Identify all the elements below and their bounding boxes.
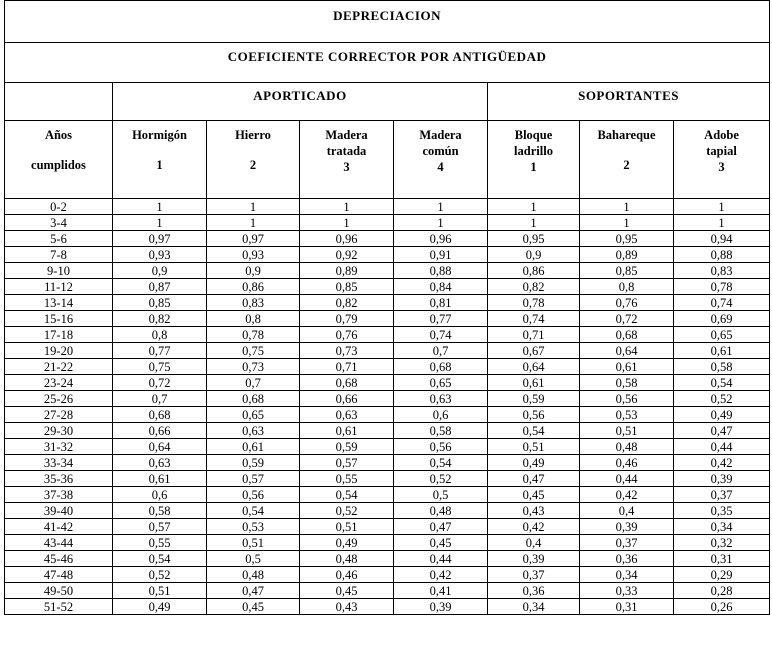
table-row <box>5 551 770 567</box>
cell-years: 7-8 <box>5 247 113 263</box>
cell-bahareque: 1 <box>580 199 674 215</box>
cell-hormigon: 0,52 <box>113 567 207 583</box>
cell-madera-tratada: 0,54 <box>300 487 394 503</box>
cell-madera-tratada: 0,73 <box>300 343 394 359</box>
cell-years: 25-26 <box>5 391 113 407</box>
cell-hierro: 0,47 <box>207 583 300 599</box>
cell-adobe-tapial: 0,42 <box>674 455 770 471</box>
col-madera-tratada-line1: Madera <box>325 128 368 142</box>
cell-madera-comun: 0,56 <box>394 439 488 455</box>
cell-madera-tratada: 0,43 <box>300 599 394 615</box>
cell-hierro: 0,56 <box>207 487 300 503</box>
col-years-line1: Años <box>44 128 73 142</box>
cell-hormigon: 0,87 <box>113 279 207 295</box>
cell-bahareque: 0,58 <box>580 375 674 391</box>
col-adobe-tapial-line1: Adobe <box>704 128 739 142</box>
cell-bahareque: 0,31 <box>580 599 674 615</box>
cell-years: 43-44 <box>5 535 113 551</box>
cell-hormigon: 0,75 <box>113 359 207 375</box>
cell-bloque-ladrillo: 0,39 <box>488 551 580 567</box>
cell-madera-tratada: 0,63 <box>300 407 394 423</box>
cell-bahareque: 0,64 <box>580 343 674 359</box>
cell-madera-comun: 0,58 <box>394 423 488 439</box>
cell-madera-comun: 0,65 <box>394 375 488 391</box>
cell-bahareque: 0,68 <box>580 327 674 343</box>
col-bloque-ladrillo-num: 1 <box>530 160 537 174</box>
cell-adobe-tapial: 0,37 <box>674 487 770 503</box>
depreciation-table <box>4 0 770 615</box>
col-madera-comun-line2: común <box>422 144 459 158</box>
cell-hormigon: 0,7 <box>113 391 207 407</box>
cell-years: 39-40 <box>5 503 113 519</box>
cell-hormigon: 0,72 <box>113 375 207 391</box>
cell-madera-tratada: 0,85 <box>300 279 394 295</box>
cell-bahareque: 0,44 <box>580 471 674 487</box>
table-row <box>5 295 770 311</box>
cell-years: 0-2 <box>5 199 113 215</box>
cell-adobe-tapial: 0,32 <box>674 535 770 551</box>
cell-hierro: 0,68 <box>207 391 300 407</box>
cell-bloque-ladrillo: 0,45 <box>488 487 580 503</box>
cell-years: 17-18 <box>5 327 113 343</box>
cell-madera-tratada: 0,45 <box>300 583 394 599</box>
cell-hierro: 0,78 <box>207 327 300 343</box>
cell-madera-tratada: 1 <box>300 215 394 231</box>
cell-bahareque: 0,53 <box>580 407 674 423</box>
table-row <box>5 567 770 583</box>
cell-hormigon: 0,6 <box>113 487 207 503</box>
cell-hierro: 0,8 <box>207 311 300 327</box>
table-row <box>5 359 770 375</box>
cell-hierro: 0,61 <box>207 439 300 455</box>
cell-hierro: 1 <box>207 199 300 215</box>
cell-madera-tratada: 0,61 <box>300 423 394 439</box>
cell-hierro: 0,59 <box>207 455 300 471</box>
col-years-line2: cumplidos <box>31 158 86 172</box>
cell-hormigon: 0,49 <box>113 599 207 615</box>
group-soportantes: SOPORTANTES <box>488 83 770 121</box>
cell-hormigon: 0,63 <box>113 455 207 471</box>
cell-bloque-ladrillo: 0,64 <box>488 359 580 375</box>
table-row <box>5 279 770 295</box>
cell-bloque-ladrillo: 1 <box>488 199 580 215</box>
table-row <box>5 423 770 439</box>
cell-hormigon: 0,97 <box>113 231 207 247</box>
cell-madera-comun: 0,84 <box>394 279 488 295</box>
cell-bloque-ladrillo: 0,42 <box>488 519 580 535</box>
cell-madera-tratada: 0,46 <box>300 567 394 583</box>
cell-madera-tratada: 0,76 <box>300 327 394 343</box>
cell-years: 21-22 <box>5 359 113 375</box>
cell-madera-tratada: 0,66 <box>300 391 394 407</box>
cell-years: 47-48 <box>5 567 113 583</box>
cell-bahareque: 0,37 <box>580 535 674 551</box>
col-header-madera-comun <box>394 121 488 199</box>
cell-bahareque: 1 <box>580 215 674 231</box>
cell-madera-comun: 0,39 <box>394 599 488 615</box>
col-header-years <box>5 121 113 199</box>
cell-adobe-tapial: 0,58 <box>674 359 770 375</box>
cell-adobe-tapial: 0,29 <box>674 567 770 583</box>
cell-bloque-ladrillo: 0,43 <box>488 503 580 519</box>
cell-madera-tratada: 0,68 <box>300 375 394 391</box>
table-row <box>5 583 770 599</box>
col-bahareque-name: Bahareque <box>597 128 656 142</box>
cell-adobe-tapial: 0,39 <box>674 471 770 487</box>
cell-hormigon: 0,55 <box>113 535 207 551</box>
cell-years: 33-34 <box>5 455 113 471</box>
col-madera-comun-num: 4 <box>437 160 444 174</box>
col-bloque-ladrillo-line2: ladrillo <box>514 144 553 158</box>
col-madera-comun-line1: Madera <box>419 128 462 142</box>
cell-madera-comun: 0,52 <box>394 471 488 487</box>
table-row <box>5 199 770 215</box>
cell-years: 15-16 <box>5 311 113 327</box>
cell-madera-comun: 0,77 <box>394 311 488 327</box>
cell-madera-comun: 0,42 <box>394 567 488 583</box>
cell-adobe-tapial: 0,74 <box>674 295 770 311</box>
cell-madera-comun: 0,5 <box>394 487 488 503</box>
cell-madera-tratada: 0,92 <box>300 247 394 263</box>
table-row <box>5 375 770 391</box>
cell-hormigon: 0,85 <box>113 295 207 311</box>
cell-madera-tratada: 0,52 <box>300 503 394 519</box>
cell-years: 19-20 <box>5 343 113 359</box>
cell-hierro: 0,65 <box>207 407 300 423</box>
cell-adobe-tapial: 0,94 <box>674 231 770 247</box>
cell-years: 23-24 <box>5 375 113 391</box>
cell-years: 41-42 <box>5 519 113 535</box>
cell-madera-comun: 0,45 <box>394 535 488 551</box>
cell-madera-tratada: 0,49 <box>300 535 394 551</box>
cell-madera-comun: 0,74 <box>394 327 488 343</box>
cell-hormigon: 1 <box>113 199 207 215</box>
cell-bahareque: 0,46 <box>580 455 674 471</box>
cell-years: 3-4 <box>5 215 113 231</box>
cell-bloque-ladrillo: 0,61 <box>488 375 580 391</box>
cell-years: 35-36 <box>5 471 113 487</box>
cell-madera-comun: 0,63 <box>394 391 488 407</box>
cell-madera-comun: 0,44 <box>394 551 488 567</box>
table-row <box>5 327 770 343</box>
cell-hormigon: 0,66 <box>113 423 207 439</box>
cell-adobe-tapial: 0,47 <box>674 423 770 439</box>
col-madera-tratada-num: 3 <box>343 160 350 174</box>
cell-madera-tratada: 0,79 <box>300 311 394 327</box>
cell-years: 45-46 <box>5 551 113 567</box>
cell-madera-tratada: 0,55 <box>300 471 394 487</box>
cell-hormigon: 0,68 <box>113 407 207 423</box>
cell-adobe-tapial: 0,49 <box>674 407 770 423</box>
col-header-madera-tratada <box>300 121 394 199</box>
cell-madera-tratada: 0,82 <box>300 295 394 311</box>
cell-hormigon: 0,93 <box>113 247 207 263</box>
cell-bahareque: 0,85 <box>580 263 674 279</box>
cell-bahareque: 0,56 <box>580 391 674 407</box>
cell-hierro: 0,93 <box>207 247 300 263</box>
cell-bahareque: 0,48 <box>580 439 674 455</box>
cell-madera-tratada: 0,96 <box>300 231 394 247</box>
table-row <box>5 455 770 471</box>
cell-bloque-ladrillo: 0,34 <box>488 599 580 615</box>
table-row <box>5 391 770 407</box>
cell-years: 29-30 <box>5 423 113 439</box>
cell-bloque-ladrillo: 0,74 <box>488 311 580 327</box>
cell-years: 11-12 <box>5 279 113 295</box>
cell-bahareque: 0,51 <box>580 423 674 439</box>
cell-hierro: 0,7 <box>207 375 300 391</box>
cell-adobe-tapial: 0,44 <box>674 439 770 455</box>
table-row <box>5 439 770 455</box>
cell-bahareque: 0,33 <box>580 583 674 599</box>
cell-hormigon: 0,54 <box>113 551 207 567</box>
cell-adobe-tapial: 0,35 <box>674 503 770 519</box>
cell-hormigon: 1 <box>113 215 207 231</box>
cell-hierro: 0,83 <box>207 295 300 311</box>
cell-hormigon: 0,82 <box>113 311 207 327</box>
cell-bahareque: 0,89 <box>580 247 674 263</box>
cell-madera-comun: 0,96 <box>394 231 488 247</box>
table-row <box>5 599 770 615</box>
cell-bahareque: 0,4 <box>580 503 674 519</box>
cell-madera-comun: 0,47 <box>394 519 488 535</box>
cell-years: 37-38 <box>5 487 113 503</box>
cell-bloque-ladrillo: 0,54 <box>488 423 580 439</box>
cell-madera-comun: 1 <box>394 199 488 215</box>
cell-adobe-tapial: 0,31 <box>674 551 770 567</box>
cell-bloque-ladrillo: 0,59 <box>488 391 580 407</box>
cell-years: 51-52 <box>5 599 113 615</box>
cell-hierro: 0,86 <box>207 279 300 295</box>
cell-madera-tratada: 0,48 <box>300 551 394 567</box>
cell-hierro: 0,5 <box>207 551 300 567</box>
cell-hierro: 0,97 <box>207 231 300 247</box>
cell-hormigon: 0,9 <box>113 263 207 279</box>
group-empty-cell <box>5 83 113 121</box>
cell-hierro: 0,75 <box>207 343 300 359</box>
cell-madera-comun: 1 <box>394 215 488 231</box>
cell-madera-comun: 0,91 <box>394 247 488 263</box>
cell-hierro: 0,45 <box>207 599 300 615</box>
cell-bloque-ladrillo: 0,47 <box>488 471 580 487</box>
cell-adobe-tapial: 0,83 <box>674 263 770 279</box>
cell-adobe-tapial: 0,88 <box>674 247 770 263</box>
table-row <box>5 343 770 359</box>
cell-hierro: 0,53 <box>207 519 300 535</box>
table-subtitle: COEFICIENTE CORRECTOR POR ANTIGÜEDAD <box>5 43 770 83</box>
cell-bloque-ladrillo: 1 <box>488 215 580 231</box>
cell-bahareque: 0,42 <box>580 487 674 503</box>
table-row <box>5 519 770 535</box>
cell-years: 49-50 <box>5 583 113 599</box>
cell-bahareque: 0,61 <box>580 359 674 375</box>
table-row <box>5 407 770 423</box>
col-header-hormigon <box>113 121 207 199</box>
cell-madera-comun: 0,6 <box>394 407 488 423</box>
cell-bahareque: 0,36 <box>580 551 674 567</box>
col-hormigon-name: Hormigón <box>132 128 187 142</box>
col-header-hierro <box>207 121 300 199</box>
col-header-adobe-tapial <box>674 121 770 199</box>
cell-hormigon: 0,64 <box>113 439 207 455</box>
cell-hormigon: 0,58 <box>113 503 207 519</box>
table-title: DEPRECIACION <box>5 1 770 43</box>
col-bahareque-num: 2 <box>623 158 630 172</box>
col-header-bloque-ladrillo <box>488 121 580 199</box>
cell-bloque-ladrillo: 0,36 <box>488 583 580 599</box>
cell-adobe-tapial: 0,34 <box>674 519 770 535</box>
table-row <box>5 247 770 263</box>
cell-madera-comun: 0,68 <box>394 359 488 375</box>
group-aporticado: APORTICADO <box>113 83 488 121</box>
cell-bloque-ladrillo: 0,51 <box>488 439 580 455</box>
cell-hierro: 0,48 <box>207 567 300 583</box>
table-row <box>5 487 770 503</box>
table-row <box>5 215 770 231</box>
col-adobe-tapial-line2: tapial <box>706 144 737 158</box>
cell-adobe-tapial: 0,54 <box>674 375 770 391</box>
col-madera-tratada-line2: tratada <box>326 144 367 158</box>
cell-madera-tratada: 0,51 <box>300 519 394 535</box>
cell-years: 13-14 <box>5 295 113 311</box>
col-hierro-num: 2 <box>249 158 257 172</box>
cell-adobe-tapial: 0,52 <box>674 391 770 407</box>
cell-madera-comun: 0,48 <box>394 503 488 519</box>
cell-bloque-ladrillo: 0,9 <box>488 247 580 263</box>
cell-hierro: 0,57 <box>207 471 300 487</box>
table-row <box>5 231 770 247</box>
cell-bahareque: 0,76 <box>580 295 674 311</box>
cell-hierro: 0,9 <box>207 263 300 279</box>
cell-adobe-tapial: 0,28 <box>674 583 770 599</box>
cell-adobe-tapial: 1 <box>674 215 770 231</box>
cell-years: 9-10 <box>5 263 113 279</box>
cell-hierro: 1 <box>207 215 300 231</box>
cell-madera-tratada: 0,59 <box>300 439 394 455</box>
cell-bahareque: 0,39 <box>580 519 674 535</box>
table-row <box>5 311 770 327</box>
cell-bloque-ladrillo: 0,95 <box>488 231 580 247</box>
cell-years: 31-32 <box>5 439 113 455</box>
cell-hierro: 0,51 <box>207 535 300 551</box>
cell-adobe-tapial: 0,26 <box>674 599 770 615</box>
col-hierro-name: Hierro <box>235 128 271 142</box>
cell-madera-comun: 0,81 <box>394 295 488 311</box>
cell-adobe-tapial: 0,61 <box>674 343 770 359</box>
cell-adobe-tapial: 0,78 <box>674 279 770 295</box>
col-bloque-ladrillo-line1: Bloque <box>514 128 553 142</box>
cell-years: 5-6 <box>5 231 113 247</box>
cell-bahareque: 0,95 <box>580 231 674 247</box>
cell-adobe-tapial: 0,69 <box>674 311 770 327</box>
cell-adobe-tapial: 0,65 <box>674 327 770 343</box>
cell-madera-tratada: 0,89 <box>300 263 394 279</box>
cell-bloque-ladrillo: 0,56 <box>488 407 580 423</box>
cell-bloque-ladrillo: 0,71 <box>488 327 580 343</box>
cell-bahareque: 0,8 <box>580 279 674 295</box>
cell-madera-comun: 0,41 <box>394 583 488 599</box>
cell-hormigon: 0,8 <box>113 327 207 343</box>
cell-hormigon: 0,77 <box>113 343 207 359</box>
cell-years: 27-28 <box>5 407 113 423</box>
cell-hierro: 0,73 <box>207 359 300 375</box>
table-row <box>5 535 770 551</box>
cell-bloque-ladrillo: 0,49 <box>488 455 580 471</box>
cell-madera-tratada: 1 <box>300 199 394 215</box>
cell-bloque-ladrillo: 0,86 <box>488 263 580 279</box>
cell-bloque-ladrillo: 0,78 <box>488 295 580 311</box>
cell-bloque-ladrillo: 0,37 <box>488 567 580 583</box>
cell-hierro: 0,54 <box>207 503 300 519</box>
cell-hormigon: 0,61 <box>113 471 207 487</box>
cell-madera-tratada: 0,57 <box>300 455 394 471</box>
cell-hormigon: 0,57 <box>113 519 207 535</box>
cell-madera-comun: 0,54 <box>394 455 488 471</box>
cell-madera-comun: 0,7 <box>394 343 488 359</box>
cell-hormigon: 0,51 <box>113 583 207 599</box>
cell-bahareque: 0,34 <box>580 567 674 583</box>
cell-bloque-ladrillo: 0,67 <box>488 343 580 359</box>
cell-adobe-tapial: 1 <box>674 199 770 215</box>
cell-bahareque: 0,72 <box>580 311 674 327</box>
table-row <box>5 471 770 487</box>
table-row <box>5 503 770 519</box>
col-adobe-tapial-num: 3 <box>718 160 725 174</box>
col-hormigon-num: 1 <box>156 158 163 172</box>
cell-madera-comun: 0,88 <box>394 263 488 279</box>
cell-bloque-ladrillo: 0,4 <box>488 535 580 551</box>
cell-bloque-ladrillo: 0,82 <box>488 279 580 295</box>
cell-madera-tratada: 0,71 <box>300 359 394 375</box>
cell-hierro: 0,63 <box>207 423 300 439</box>
table-row <box>5 263 770 279</box>
col-header-bahareque <box>580 121 674 199</box>
